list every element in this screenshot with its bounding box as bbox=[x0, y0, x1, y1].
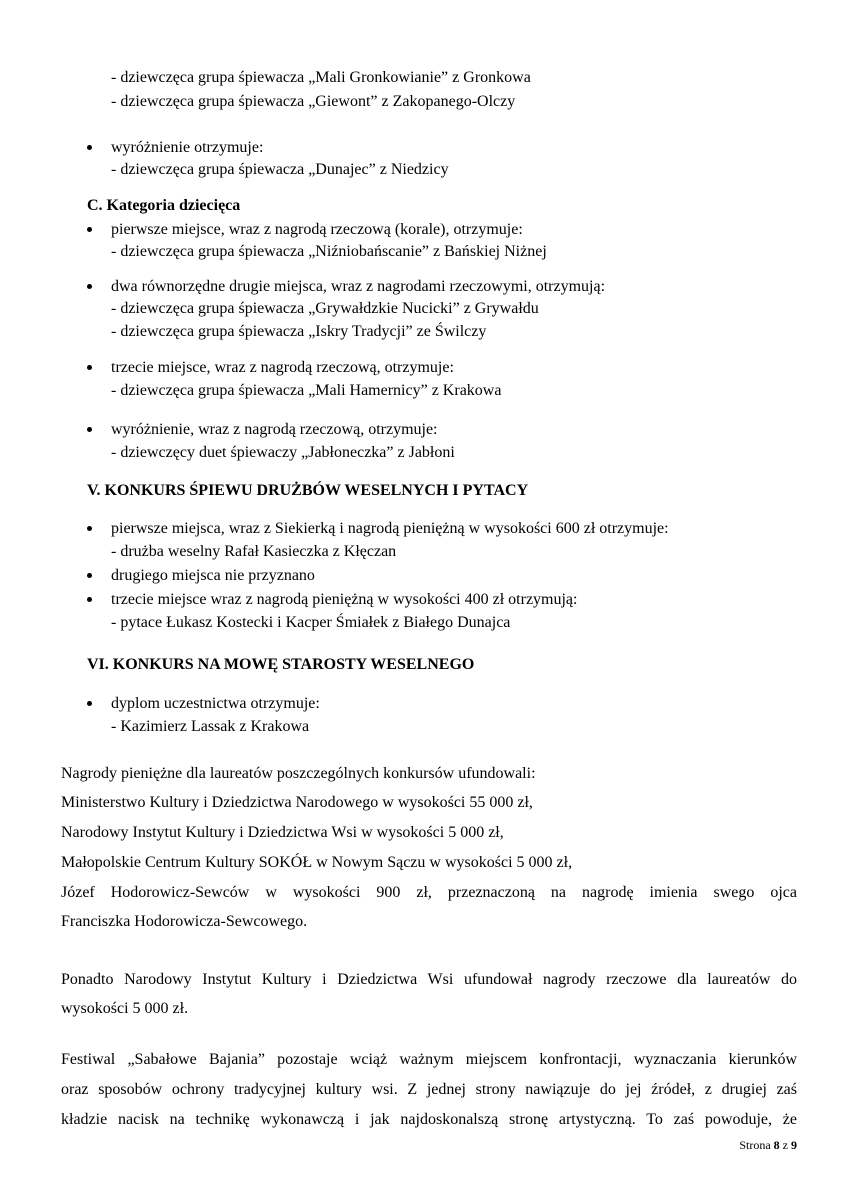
page-number-label: Strona bbox=[739, 1138, 771, 1152]
page-number bbox=[739, 1137, 797, 1153]
bullet-icon bbox=[87, 365, 92, 370]
bullet-icon bbox=[87, 145, 92, 150]
section-heading: VI. KONKURS NA MOWĘ STAROSTY WESELNEGO bbox=[87, 656, 475, 673]
page-number-separator: z bbox=[782, 1138, 788, 1152]
paragraph-line: Małopolskie Centrum Kultury SOKÓŁ w Nowym Sączu w wysokości 5 000 zł, bbox=[61, 854, 573, 871]
winner-line: - pytace Łukasz Kostecki i Kacper Śmiałek z Białego Dunajca bbox=[111, 614, 511, 631]
award-label: trzecie miejsce wraz z nagrodą pieniężną w wysokości 400 zł otrzymują: bbox=[111, 591, 578, 608]
section-heading: C. Kategoria dziecięca bbox=[87, 197, 241, 214]
paragraph-line: oraz sposobów ochrony tradycyjnej kultury wsi. Z jednej strony nawiązuje do jej źródeł, z drugiej zaś bbox=[61, 1081, 797, 1098]
section-heading: V. KONKURS ŚPIEWU DRUŻBÓW WESELNYCH I PYTACY bbox=[87, 482, 529, 499]
paragraph-line: kładzie nacisk na technikę wykonawczą i jak najdoskonalszą stronę artystyczną. To zaś powoduje, że bbox=[61, 1111, 797, 1128]
bullet-icon bbox=[87, 526, 92, 531]
total-pages: 9 bbox=[791, 1138, 797, 1152]
award-label: drugiego miejsca nie przyznano bbox=[111, 567, 315, 584]
paragraph-line: wysokości 5 000 zł. bbox=[61, 1000, 189, 1017]
paragraph-line: Ministerstwo Kultury i Dziedzictwa Narodowego w wysokości 55 000 zł, bbox=[61, 794, 533, 811]
winner-line: - dziewczęca grupa śpiewacza „Iskry Tradycji” ze Świlczy bbox=[111, 323, 487, 340]
paragraph-line: Narodowy Instytut Kultury i Dziedzictwa Wsi w wysokości 5 000 zł, bbox=[61, 824, 504, 841]
paragraph-line: Nagrody pieniężne dla laureatów poszczególnych konkursów ufundowali: bbox=[61, 765, 536, 782]
winner-line: - Kazimierz Lassak z Krakowa bbox=[111, 718, 310, 735]
bullet-icon bbox=[87, 227, 92, 232]
bullet-icon bbox=[87, 573, 92, 578]
paragraph-line: Ponadto Narodowy Instytut Kultury i Dziedzictwa Wsi ufundował nagrody rzeczowe dla laureatów do bbox=[61, 971, 797, 988]
award-label: dwa równorzędne drugie miejsca, wraz z nagrodami rzeczowymi, otrzymują: bbox=[111, 278, 606, 295]
award-label: wyróżnienie otrzymuje: bbox=[111, 139, 264, 156]
winner-line: - dziewczęca grupa śpiewacza „Mali Gronkowianie” z Gronkowa bbox=[111, 69, 531, 86]
bullet-icon bbox=[87, 427, 92, 432]
winner-line: - dziewczęca grupa śpiewacza „Giewont” z Zakopanego-Olczy bbox=[111, 93, 516, 110]
winner-line: - dziewczęca grupa śpiewacza „Mali Hamernicy” z Krakowa bbox=[111, 382, 502, 399]
winner-line: - dziewczęca grupa śpiewacza „Grywałdzkie Nucicki” z Grywałdu bbox=[111, 300, 539, 317]
bullet-icon bbox=[87, 284, 92, 289]
award-label: dyplom uczestnictwa otrzymuje: bbox=[111, 695, 320, 712]
award-label: pierwsze miejsce, wraz z nagrodą rzeczową (korale), otrzymuje: bbox=[111, 221, 523, 238]
paragraph-line: Franciszka Hodorowicza-Sewcowego. bbox=[61, 913, 308, 930]
award-label: trzecie miejsce, wraz z nagrodą rzeczową, otrzymuje: bbox=[111, 359, 454, 376]
winner-line: - dziewczęcy duet śpiewaczy „Jabłoneczka” z Jabłoni bbox=[111, 444, 455, 461]
bullet-icon bbox=[87, 597, 92, 602]
paragraph-line: Józef Hodorowicz-Sewców w wysokości 900 zł, przeznaczoną na nagrodę imienia swego ojca bbox=[61, 884, 797, 901]
paragraph-line: Festiwal „Sabałowe Bajania” pozostaje wciąż ważnym miejscem konfrontacji, wyznaczania kierunków bbox=[61, 1051, 797, 1068]
award-label: wyróżnienie, wraz z nagrodą rzeczową, otrzymuje: bbox=[111, 421, 438, 438]
current-page: 8 bbox=[773, 1138, 780, 1152]
award-label: pierwsze miejsca, wraz z Siekierką i nagrodą pieniężną w wysokości 600 zł otrzymuje: bbox=[111, 520, 669, 537]
winner-line: - drużba weselny Rafał Kasieczka z Kłęczan bbox=[111, 543, 397, 560]
bullet-icon bbox=[87, 701, 92, 706]
winner-line: - dziewczęca grupa śpiewacza „Dunajec” z Niedzicy bbox=[111, 161, 449, 178]
winner-line: - dziewczęca grupa śpiewacza „Niźniobańscanie” z Bańskiej Niżnej bbox=[111, 243, 547, 260]
